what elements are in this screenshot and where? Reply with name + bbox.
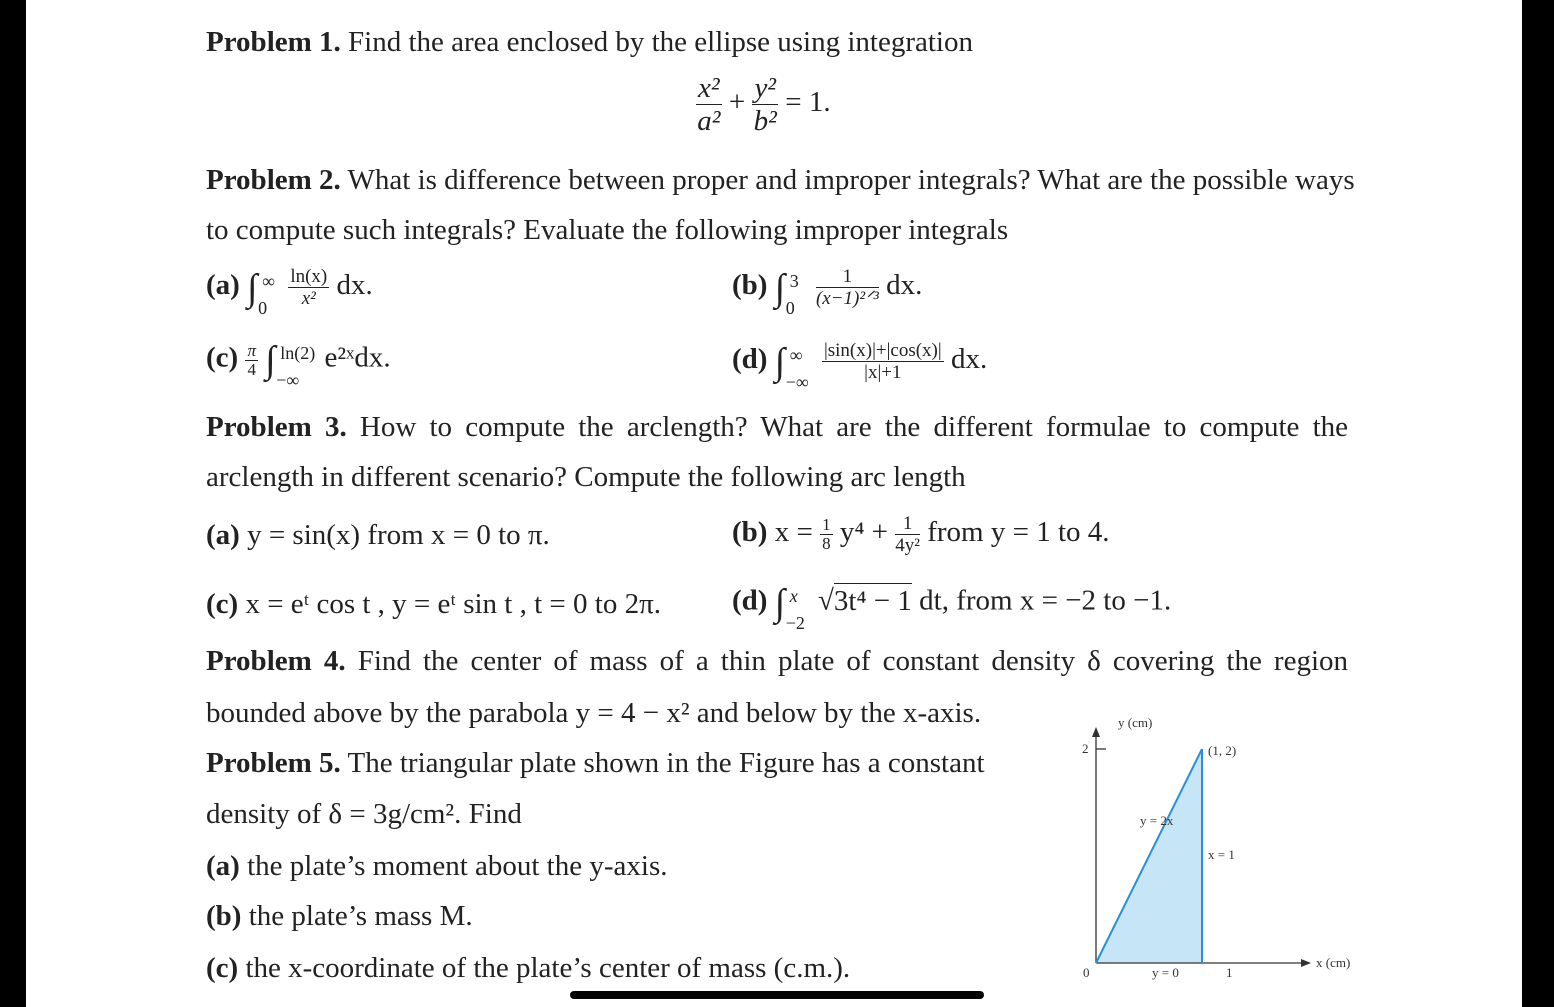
document-page	[26, 0, 1522, 1007]
base-label: y = 0	[1152, 965, 1179, 980]
problem-2d: (d) ∫ ∞ −∞ $\frac{|\sin(x)|+|\cos(x)|}{|x|+1}$ dx.	[732, 340, 988, 392]
problem-3a: (a) y = sin(x) from x = 0 to π.	[206, 519, 550, 551]
problem-4-label: Problem 4.	[206, 645, 346, 677]
problem-5-label: Problem 5.	[206, 747, 341, 779]
problem-5c: (c) the x-coordinate of the plate’s center of mass (c.m.).	[206, 952, 851, 984]
problem-5b: (b) the plate’s mass M.	[206, 900, 473, 932]
integral-sign: ∫ x −2	[774, 582, 805, 633]
integral-sign: ∫ ∞ −∞	[774, 340, 809, 392]
problem-5a: (a) the plate’s moment about the y-axis.	[206, 850, 668, 882]
ellipse-equation: $\frac{\text{x²}}{\text{a²}}$ + $\frac{\text{y²}}{\text{b²}}$ = 1.	[697, 72, 831, 137]
triangle-plate-figure	[1066, 705, 1386, 990]
problem-4-line-1: Problem 4. Find the center of mass of a thin plate of constant density δ covering the region	[206, 645, 1349, 677]
problem-5-line-2: density of δ = 3g/cm². Find	[206, 798, 522, 830]
problem-2-line-1: Problem 2. What is difference between proper and improper integrals? What are the possible ways	[206, 164, 1355, 196]
problem-1-label: Problem 1.	[206, 26, 341, 58]
y-tick-label: 2	[1082, 741, 1089, 756]
problem-3-label: Problem 3.	[206, 411, 347, 443]
problem-1-line	[206, 25, 973, 59]
problem-4-line-2: bounded above by the parabola y = 4 − x² and below by the x-axis.	[206, 697, 982, 729]
x-axis-label: x (cm)	[1316, 955, 1351, 970]
problem-2b: (b) ∫ 3 0 $\frac{1}{\text{(x−1)²ᐟ³}}$ dx.	[732, 266, 923, 318]
problem-3-line-1: Problem 3. How to compute the arclength? What are the different formulae to compute the	[206, 411, 1349, 443]
home-indicator-bar[interactable]	[570, 991, 984, 999]
integral-sign: ∫ ∞ 0	[247, 266, 275, 318]
point-label: (1, 2)	[1208, 743, 1237, 758]
y-axis-arrow-icon	[1092, 727, 1100, 737]
origin-label: 0	[1083, 965, 1090, 980]
problem-3d: (d) ∫ x −2 √3t⁴ − 1 dt, from x = −2 to −1.	[732, 582, 1172, 633]
problem-1-text: Find the area enclosed by the ellipse using integration	[348, 26, 973, 58]
problem-5-line-1: Problem 5. The triangular plate shown in the Figure has a constant	[206, 747, 985, 779]
problem-3c: (c) x = eᵗ cos t , y = eᵗ sin t , t = 0 to 2π.	[206, 588, 661, 620]
problem-2a: (a) ∫ ∞ 0 $\frac{\ln(x)}{\text{x²}}$ dx.	[206, 266, 373, 318]
x-axis-arrow-icon	[1301, 959, 1311, 967]
y-axis-label: y (cm)	[1118, 715, 1153, 730]
problem-3-line-2: arclength in different scenario? Compute the following arc length	[206, 461, 966, 493]
integral-sign: ∫ ln(2) −∞	[265, 339, 316, 390]
vertical-edge-label: x = 1	[1208, 847, 1235, 862]
x-tick-label: 1	[1226, 965, 1233, 980]
problem-2c: (c) $\frac{\pi}{4}$ ∫ ln(2) −∞ e²ˣdx.	[206, 339, 391, 390]
integral-sign: ∫ 3 0	[774, 266, 799, 318]
problem-2-label: Problem 2.	[206, 164, 341, 196]
x-over-a-fraction: $\frac{\text{x²}}{\text{a²}}$	[697, 72, 721, 137]
hypotenuse-label: y = 2x	[1140, 813, 1174, 828]
y-over-b-fraction: $\frac{\text{y²}}{\text{b²}}$	[753, 72, 777, 137]
problem-2-line-2: to compute such integrals? Evaluate the following improper integrals	[206, 214, 1009, 246]
problem-3b: (b) x = $\frac{1}{8}$ y⁴ + $\frac{1}{\text{4y²}}$ from y = 1 to 4.	[732, 513, 1110, 556]
